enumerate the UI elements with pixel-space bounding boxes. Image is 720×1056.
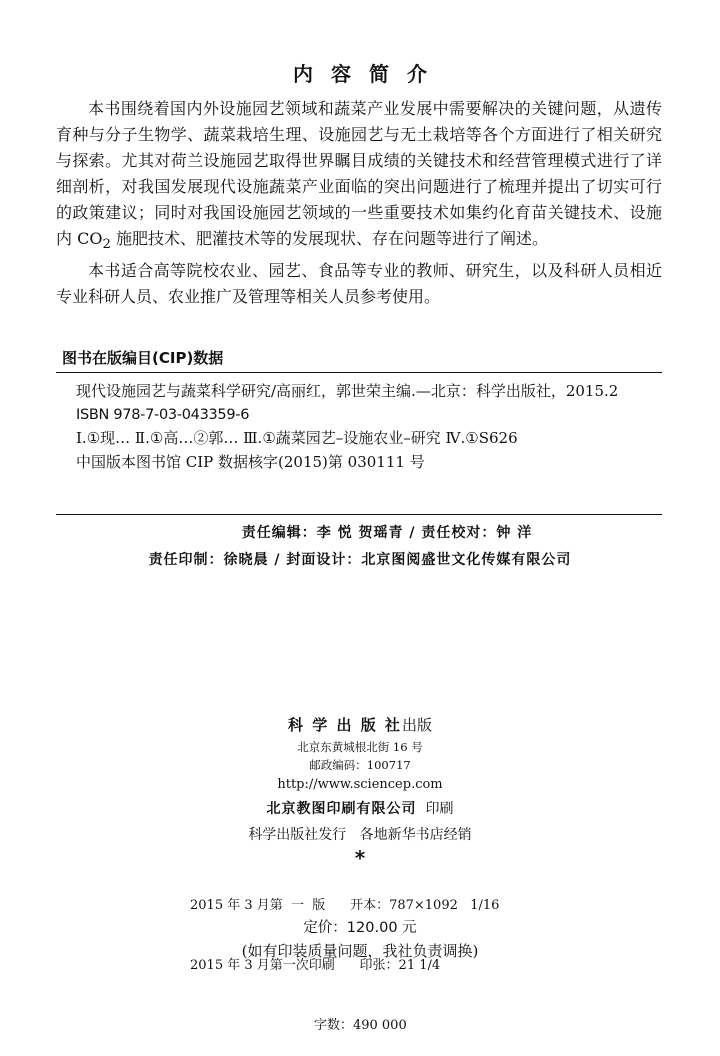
production-credits: 责任印制：徐晓晨 / 封面设计：北京图阅盛世文化传媒有限公司 [148,552,572,568]
distribution-line: 科学出版社发行 各地新华书店经销 [248,827,472,843]
publisher-postcode: 邮政编码：100717 [309,758,411,772]
cip-classification: Ⅰ.①现… Ⅱ.①高…②郭… Ⅲ.①蔬菜园艺–设施农业–研究 Ⅳ.①S626 [76,429,518,447]
staff-credits [0,520,720,574]
quality-notice: (如有印装质量问题，我社负责调换) [241,942,479,960]
colophon [0,712,720,870]
intro-paragraph-2: 本书适合高等院校农业、园艺、食品等专业的教师、研究生，以及科研人员相近专业科研人员、农业推广及管理等相关人员参考使用。 [56,261,662,307]
cip-description: 现代设施园艺与蔬菜科学研究/高丽红，郭世荣主编.—北京：科学出版社，2015.2 [76,382,619,400]
edition-line-2: 2015 年 3 月第一次印刷 印张：21 1/4 [190,958,441,973]
cip-isbn: ISBN 978-7-03-043359-6 [76,406,250,423]
cip-record-number: 中国版本图书馆 CIP 数据核字(2015)第 030111 号 [76,452,425,471]
separator-asterisk: * [354,846,366,870]
subscript-2: 2 [102,237,111,253]
edition-line-1: 2015 年 3 月第 一 版 开本：787×1092 1/16 [190,898,500,913]
edition-line-3: 字数：490 000 [190,1018,407,1033]
publisher-address: 北京东黄城根北街 16 号 [297,740,423,754]
cip-top-rule [56,372,662,373]
cip-heading: 图书在版编目(CIP)数据 [62,349,224,367]
cip-bottom-rule [56,514,662,515]
printer-name: 北京教图印刷有限公司 [266,801,417,817]
printer-line: 北京教图印刷有限公司 印刷 [266,801,454,817]
intro-paragraph-1: 本书围绕着国内外设施园艺领域和蔬菜产业发展中需要解决的关键问题，从遗传育种与分子生物学、蔬菜栽培生理、设施园艺与无土栽培等各个方面进行了相关研究与探索。尤其对荷兰设施园艺取得世界瞩目成绩的关键技术和经营管理模式进行了详细剖析，对我国发展现代设施蔬菜产业面临的突出问题进行了梳理并提出了切实可行的政策建议；同时对我国设施园艺领域的一些重要技术如集约化育苗关键技术、设施内 $CO_2$ 施肥技术、肥灌技术等的发展现状、存在问题等进行了阐述。 [56,99,662,253]
publisher-name: 科 学 出 版 社 [288,716,402,734]
editor-credits: 责任编辑：李 悦 贺瑶青 / 责任校对：钟 洋 [241,525,533,541]
book-introduction [56,96,662,310]
publisher-website: http://www.sciencep.com [277,777,443,792]
cip-data-block [76,380,662,474]
publisher-line: 科 学 出 版 社出版 [288,716,432,734]
page-title: 内容简介 [293,62,445,86]
price: 定价：120.00 元 [303,920,417,936]
